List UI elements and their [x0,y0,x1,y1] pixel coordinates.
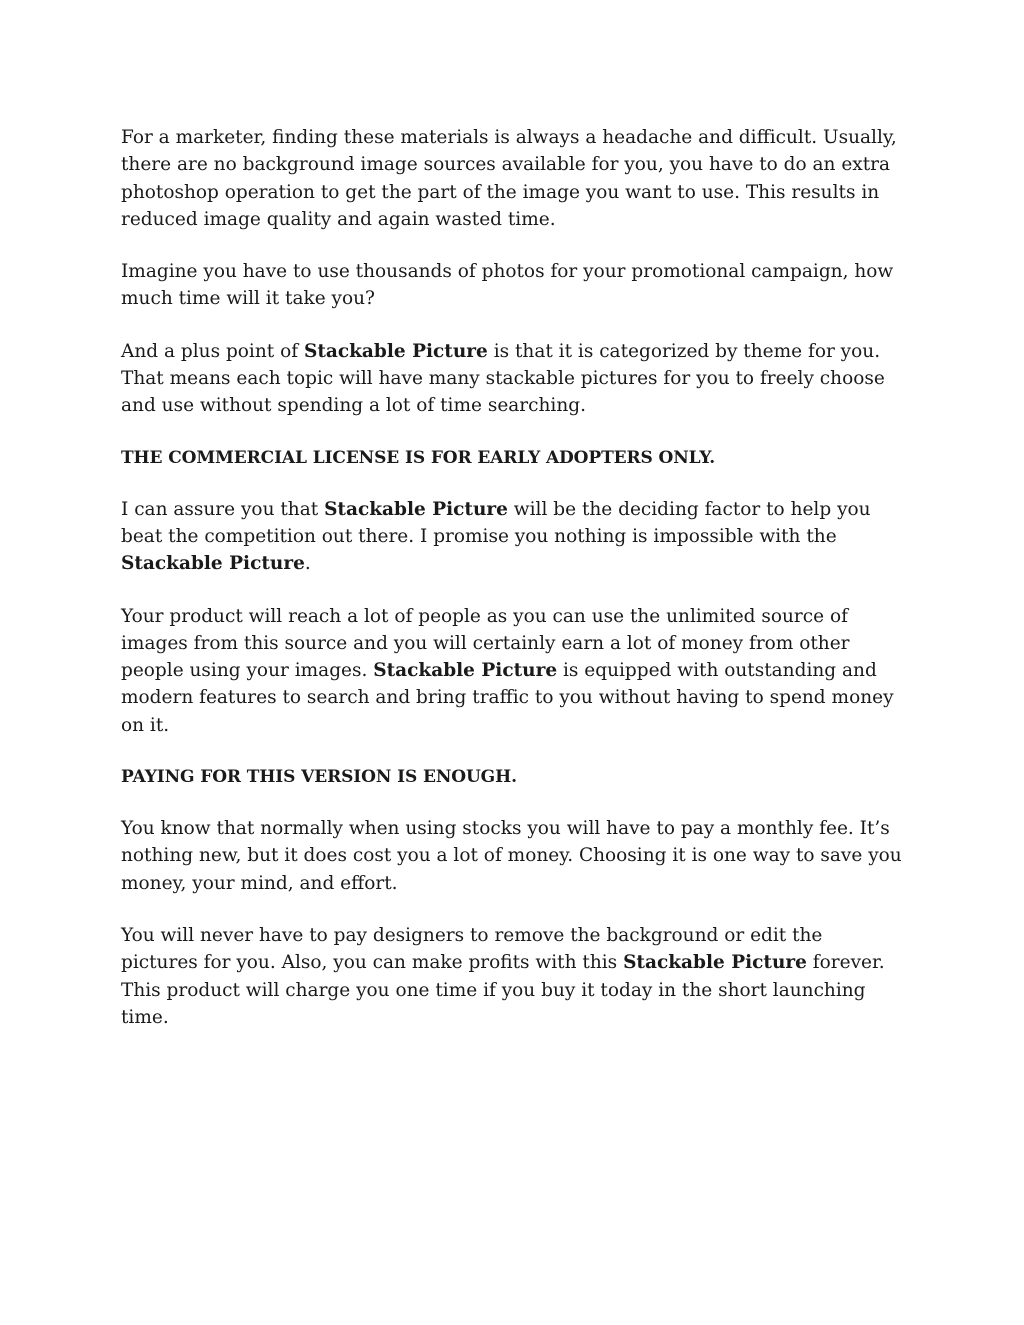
text-run: will be the deciding factor to help you beat the competition out there. I promise you nothing is impossible with the [121,498,871,547]
product-name: Stackable Picture [324,498,508,520]
product-name: Stackable Picture [623,952,807,974]
document-body [121,124,903,1056]
paragraph-monthly-fee [121,815,903,897]
section-heading-paying-version: PAYING FOR THIS VERSION IS ENOUGH. [121,767,517,788]
text-run: Your product will reach a lot of people as you can use the unlimited source of images from this source and you will certainly earn a lot of money from other people using your images. [121,605,850,682]
text-run: You know that normally when using stocks you will have to pay a monthly fee. It’s nothing new, but it does cost you a lot of money. Choosing it is one way to save you money, your mind, and effort. [121,818,902,894]
paragraph-assurance [121,496,903,578]
text-run: is equipped with outstanding and modern features to search and bring traffic to you without having to spend money on it. [121,660,894,736]
product-name: Stackable Picture [121,553,305,575]
paragraph-reach-people [121,603,903,739]
paragraph-marketer-difficulty [121,124,903,233]
text-run: . [304,553,311,575]
paragraph-plus-point [121,338,903,420]
section-heading-commercial-license: THE COMMERCIAL LICENSE IS FOR EARLY ADOPTERS ONLY. [121,447,716,468]
product-name: Stackable Picture [303,340,488,362]
text-run: You will never have to pay designers to remove the background or edit the pictures for you. Also, you can make profits with this [121,924,823,974]
text-run: And a plus point of [121,340,304,362]
text-run: forever. This product will charge you one time if you buy it today in the short launching time. [121,952,885,1028]
paragraph-thousands-photos [121,258,903,313]
text-run: Imagine you have to use thousands of photos for your promotional campaign, how much time will it take you? [121,261,894,310]
paragraph-never-pay-designers [121,922,903,1031]
text-run: For a marketer, finding these materials is always a headache and difficult. Usually, there are no background image sources available for you, you have to do an extra photoshop operation to get the part of the image you want to use. This results in reduced image quality and again wasted time. [121,127,897,230]
text-run: is that it is categorized by theme for you. That means each topic will have many stackable pictures for you to freely choose and use without spending a lot of time searching. [121,340,885,417]
product-name: Stackable Picture [373,660,558,682]
text-run: I can assure you that [121,498,325,520]
